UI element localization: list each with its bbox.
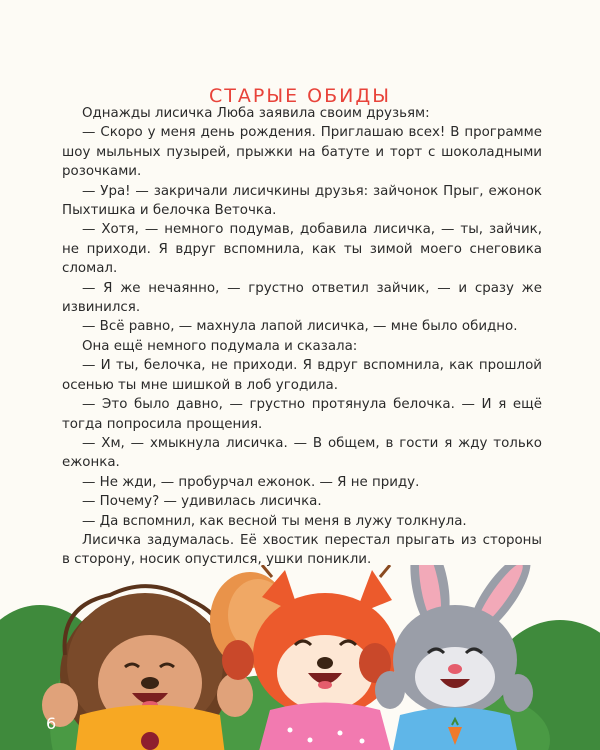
- paragraph: — Всё равно, — махнула лапой лисичка, — мне было обидно.: [82, 319, 518, 335]
- paragraph: — Ура! — закричали лисичкины друзья: зайчонок Прыг, ежонок Пыхтишка и белочка Веточка.: [62, 183, 542, 219]
- paragraph: — Скоро у меня день рождения. Приглашаю всех! В программе шоу мыльных пузырей, прыжки на батуте и торт с шоколадными розочками.: [62, 125, 542, 180]
- paragraph: — Да вспомнил, как весной ты меня в лужу толкнула.: [82, 513, 467, 529]
- story-text: [62, 104, 542, 570]
- paragraph: Она ещё немного подумала и сказала:: [82, 338, 358, 354]
- paragraph: — Не жди, — пробурчал ежонок. — Я не приду.: [82, 474, 420, 490]
- paragraph: — Хм, — хмыкнула лисичка. — В общем, в гости я жду только ежонка.: [62, 435, 542, 471]
- page-number: 6: [46, 714, 57, 733]
- story-title: СТАРЫЕ ОБИДЫ: [209, 84, 391, 107]
- paragraph: — Почему? — удивилась лисичка.: [82, 494, 322, 510]
- paragraph: — Это было давно, — грустно протянула белочка. — И я ещё тогда попросила прощения.: [62, 397, 542, 432]
- paragraph: — Я же нечаянно, — грустно ответил зайчик, — и сразу же извинился.: [62, 280, 542, 316]
- paragraph: — Хотя, — немного подумав, добавила лисичка, — ты, зайчик, не приходи. Я вдруг вспомнила, как ты зимой моего снеговика сломал.: [62, 222, 542, 277]
- paragraph: Лисичка задумалась. Её хвостик перестал прыгать из стороны в сторону, носик опустился, ушки поникли.: [62, 532, 542, 568]
- animal-friends-illustration: [0, 565, 600, 750]
- paragraph: — И ты, белочка, не приходи. Я вдруг вспомнила, как прошлой осенью ты мне шишкой в лоб угодила.: [62, 358, 542, 393]
- paragraph: Однажды лисичка Люба заявила своим друзьям:: [82, 106, 430, 121]
